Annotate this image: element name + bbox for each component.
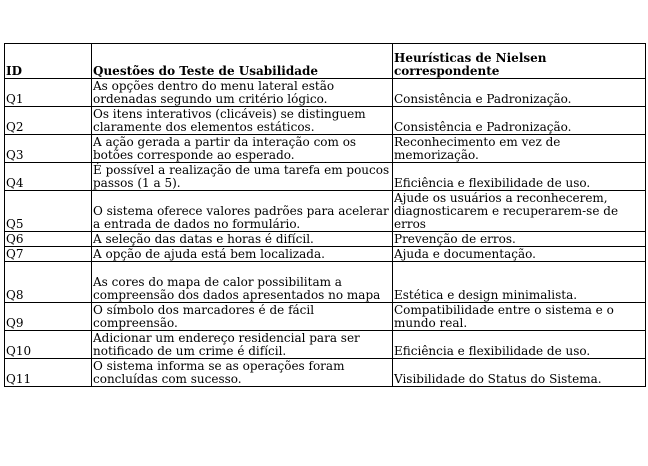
row-heuristic: Compatibilidade entre o sistema e o mundo real. bbox=[393, 303, 646, 331]
row-question: O símbolo dos marcadores é de fácil compreensão. bbox=[92, 303, 393, 331]
row-id: Q5 bbox=[5, 191, 92, 232]
table-row bbox=[5, 191, 646, 232]
usability-heuristics-table bbox=[4, 43, 646, 387]
row-id: Q7 bbox=[5, 247, 92, 262]
header-id: ID bbox=[5, 44, 92, 79]
row-question: Adicionar um endereço residencial para ser notificado de um crime é difícil. bbox=[92, 331, 393, 359]
row-question: O sistema informa se as operações foram concluídas com sucesso. bbox=[92, 359, 393, 387]
table-header-row bbox=[5, 44, 646, 79]
row-question: A seleção das datas e horas é difícil. bbox=[92, 232, 393, 247]
table-row bbox=[5, 79, 646, 107]
row-heuristic: Ajude os usuários a reconhecerem, diagnosticarem e recuperarem-se de erros bbox=[393, 191, 646, 232]
row-id: Q6 bbox=[5, 232, 92, 247]
row-heuristic: Estética e design minimalista. bbox=[393, 262, 646, 303]
row-question: A ação gerada a partir da interação com os botões corresponde ao esperado. bbox=[92, 135, 393, 163]
row-heuristic: Eficiência e flexibilidade de uso. bbox=[393, 163, 646, 191]
table-row bbox=[5, 135, 646, 163]
header-heuristic bbox=[393, 44, 646, 79]
row-heuristic: Consistência e Padronização. bbox=[393, 79, 646, 107]
row-heuristic: Reconhecimento em vez de memorização. bbox=[393, 135, 646, 163]
table-row bbox=[5, 331, 646, 359]
row-id: Q1 bbox=[5, 79, 92, 107]
table-row bbox=[5, 107, 646, 135]
row-id: Q11 bbox=[5, 359, 92, 387]
header-question: Questões do Teste de Usabilidade bbox=[92, 44, 393, 79]
row-id: Q8 bbox=[5, 262, 92, 303]
row-heuristic: Prevenção de erros. bbox=[393, 232, 646, 247]
row-id: Q9 bbox=[5, 303, 92, 331]
row-id: Q2 bbox=[5, 107, 92, 135]
row-question: As opções dentro do menu lateral estão ordenadas segundo um critério lógico. bbox=[92, 79, 393, 107]
row-heuristic: Visibilidade do Status do Sistema. bbox=[393, 359, 646, 387]
usability-table-container bbox=[4, 43, 645, 387]
table-row bbox=[5, 163, 646, 191]
row-id: Q3 bbox=[5, 135, 92, 163]
row-heuristic: Ajuda e documentação. bbox=[393, 247, 646, 262]
header-heuristic-line1: Heurísticas de Nielsen bbox=[394, 51, 547, 65]
table-row bbox=[5, 232, 646, 247]
table-row bbox=[5, 247, 646, 262]
table-row bbox=[5, 359, 646, 387]
row-question: Os itens interativos (clicáveis) se distinguem claramente dos elementos estáticos. bbox=[92, 107, 393, 135]
row-heuristic: Eficiência e flexibilidade de uso. bbox=[393, 331, 646, 359]
table-row bbox=[5, 262, 646, 303]
row-question: As cores do mapa de calor possibilitam a compreensão dos dados apresentados no mapa bbox=[92, 262, 393, 303]
row-question: A opção de ajuda está bem localizada. bbox=[92, 247, 393, 262]
row-id: Q4 bbox=[5, 163, 92, 191]
header-heuristic-line2: correspondente bbox=[394, 64, 500, 78]
row-heuristic: Consistência e Padronização. bbox=[393, 107, 646, 135]
row-id: Q10 bbox=[5, 331, 92, 359]
row-question: É possível a realização de uma tarefa em poucos passos (1 a 5). bbox=[92, 163, 393, 191]
table-row bbox=[5, 303, 646, 331]
row-question: O sistema oferece valores padrões para acelerar a entrada de dados no formulário. bbox=[92, 191, 393, 232]
